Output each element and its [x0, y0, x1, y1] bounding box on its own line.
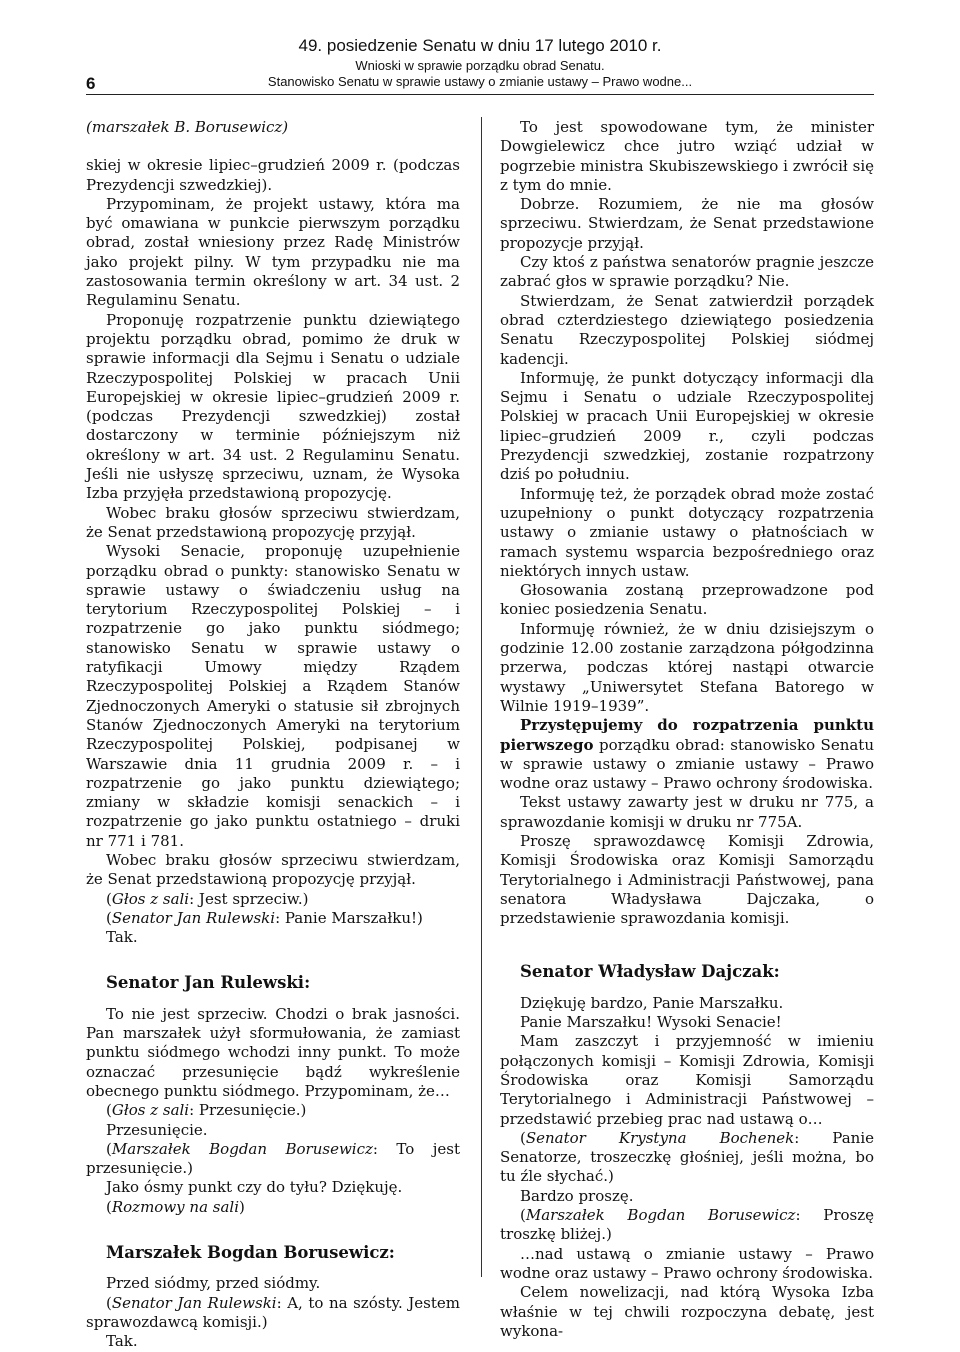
- paren-open: (: [106, 1293, 112, 1312]
- paren-open: (: [106, 1101, 112, 1120]
- paragraph: Wobec braku głosów sprzeciwu stwierdzam, że Senat przedstawioną propozycję przyjął.: [86, 503, 460, 541]
- speaker-heading: Marszałek Bogdan Borusewicz:: [106, 1243, 395, 1263]
- paragraph: Informuję też, że porządek obrad może zostać uzupełniony o punkt dotyczący rozpatrzenia ustawy o zmianie ustawy o płatnościach w ramach systemu wsparcia bezpośredniego oraz niektórych innych ustaw.: [500, 484, 874, 580]
- agenda-lead: Przystępujemy do rozpatrzenia punktu pierwszego: [500, 716, 874, 754]
- interjection-speaker: Marszałek Bogdan Borusewicz: [525, 1206, 796, 1225]
- interjection-speaker: Rozmowy na sali: [111, 1197, 240, 1216]
- interjection-speaker: Senator Jan Rulewski: [111, 908, 276, 927]
- paren-open: (: [106, 889, 112, 908]
- paren-open: (: [106, 1197, 112, 1216]
- speaker-heading: Senator Jan Rulewski:: [106, 973, 311, 993]
- interjection: [86, 1198, 460, 1217]
- paragraph: Przed siódmy, przed siódmy.: [106, 1274, 321, 1293]
- header-subtitle-motions: Wnioski w sprawie porządku obrad Senatu.: [355, 58, 605, 73]
- interjection-speaker: Senator Jan Rulewski: [111, 1293, 277, 1312]
- interjection-text: : Panie Senatorze, troszeczkę głośniej, jeśli można, bo tu źle słychać.): [500, 1128, 874, 1186]
- header-subtitle-position: Stanowisko Senatu w sprawie ustawy o zmianie ustawy – Prawo wodne...: [267, 74, 693, 89]
- paragraph: To nie jest sprzeciw. Chodzi o brak jasności. Pan marszałek użył sformułowania, że zamiast punktu siódmego wchodzi inny punkt. To może oznaczać przesunięcie bądź wykreślenie obecnego punktu siódmego. Przypominam, że…: [86, 1004, 460, 1100]
- paragraph: Proponuję rozpatrzenie punktu dziewiątego projektu porządku obrad, pomimo że druk w sprawie informacji dla Sejmu i Senatu o udziale Rzeczypospolitej Polskiej w pracach Unii Europejskiej w okresie lipiec–grudzień 2009 r. (podczas Prezydencji szwedzkiej) został dostarczony w terminie późniejszym niż określony w art. 34 ust. 2 Regulaminu Senatu. Jeśli nie usłyszę sprzeciwu, uznam, że Wysoka Izba przyjęła przedstawioną propozycję.: [86, 310, 460, 503]
- page-header: [0, 36, 960, 96]
- interjection: [500, 1206, 874, 1245]
- interjection-text: ): [239, 1197, 245, 1216]
- paragraph: Informuję, że punkt dotyczący informacji dla Sejmu i Senatu o udziale Rzeczypospolitej Polskiej w pracach Unii Europejskiej w okresie lipiec–grudzień 2009 r., czyli podczas Prezydencji szwedzkiej, zostanie rozpatrzony dziś po południu.: [500, 368, 874, 484]
- paragraph: Informuję również, że w dniu dzisiejszym o godzinie 12.00 zostanie zarządzona półgodzinna przerwa, podczas której nastąpi otwarcie wystawy „Uniwersytet Stefana Batorego w Wilnie 1919–1939”.: [500, 619, 874, 715]
- interjection-text: : A, to na szósty. Jestem sprawozdawcą komisji.): [86, 1293, 460, 1331]
- paragraph: Tekst ustawy zawarty jest w druku nr 775, a sprawozdanie komisji w druku nr 775A.: [500, 793, 874, 831]
- agenda-text: porządku obrad: stanowisko Senatu w sprawie ustawy o zmianie ustawy – Prawo wodne oraz ustawy – Prawo ochrony środowiska.: [500, 735, 874, 793]
- interjection: [86, 1101, 460, 1120]
- paragraph: Dobrze. Rozumiem, że nie ma głosów sprzeciwu. Stwierdzam, że Senat przedstawione propozycje przyjął.: [500, 195, 874, 252]
- right-column: [500, 118, 874, 1341]
- paren-open: (: [106, 1139, 112, 1158]
- paren-open: (: [520, 1206, 526, 1225]
- paragraph: Głosowania zostaną przeprowadzone pod koniec posiedzenia Senatu.: [500, 581, 874, 619]
- paragraph: Jako ósmy punkt czy do tyłu? Dziękuję.: [106, 1178, 403, 1197]
- interjection-speaker: Głos z sali: [111, 889, 190, 908]
- paragraph: To jest spowodowane tym, że minister Dowgielewicz chce jutro wziąć udział w pogrzebie ministra Skubiszewskiego i zwrócił się z tym do mnie.: [500, 118, 874, 194]
- interjection: [500, 1129, 874, 1187]
- page-number: 6: [86, 74, 96, 93]
- paragraph: Przesunięcie.: [106, 1120, 208, 1139]
- paragraph: Wobec braku głosów sprzeciwu stwierdzam, że Senat przedstawioną propozycję przyjął.: [86, 850, 460, 889]
- interjection-text: : Proszę troszkę bliżej.): [500, 1206, 874, 1244]
- header-rule: [86, 94, 874, 95]
- left-column: [86, 118, 460, 1352]
- paragraph: Tak.: [106, 1332, 138, 1351]
- interjection: [86, 1140, 460, 1179]
- paragraph: Tak.: [106, 928, 138, 947]
- speaker-heading: Senator Władysław Dajczak:: [520, 962, 780, 982]
- interjection-speaker: Marszałek Bogdan Borusewicz: [111, 1139, 373, 1158]
- paren-open: (: [520, 1128, 526, 1147]
- paragraph: Wysoki Senacie, proponuję uzupełnienie porządku obrad o punkty: stanowisko Senatu w sprawie ustawy o świadczeniu usług na terytorium Rzeczypospolitej Polskiej – i rozpatrzenie go jako punktu siódmego; stanowisko Senatu w sprawie ustawy o ratyfikacji Umowy między Rządem Rzeczypospolitej Polskiej a Rządem Stanów Zjednoczonych Ameryki o statusie sił zbrojnych Stanów Zjednoczonych Ameryki na terytorium Rzeczypospolitej Polskiej, podpisanej w Warszawie dnia 11 grudnia 2009 r. – i rozpatrzenie go jako punktu dziewiątego; zmiany w składzie komisji senackich – i rozpatrzenie go jako punktu ostatniego – druki nr 771 i 781.: [86, 542, 460, 850]
- interjection-speaker: Głos z sali: [111, 1101, 190, 1120]
- paragraph: Stwierdzam, że Senat zatwierdził porządek obrad czterdziestego dziewiątego posiedzenia Senatu Rzeczypospolitej Polskiej siódmej kadencji.: [500, 291, 874, 368]
- paragraph: Bardzo proszę.: [520, 1186, 634, 1205]
- paragraph: skiej w okresie lipiec–grudzień 2009 r. (podczas Prezydencji szwedzkiej).: [86, 156, 460, 194]
- agenda-paragraph: [500, 716, 874, 793]
- paragraph: Proszę sprawozdawcę Komisji Zdrowia, Komisji Środowiska oraz Komisji Samorządu Terytorialnego i Administracji Państwowej, pana senatora Władysława Dajczaka, o przedstawienie sprawozdania komisji.: [500, 831, 874, 928]
- paragraph: Panie Marszałku! Wysoki Senacie!: [520, 1013, 782, 1032]
- paragraph: Przypominam, że projekt ustawy, która ma być omawiana w punkcie pierwszym porządku obrad, został wniesiony przez Radę Ministrów jako projekt pilny. W tym przypadku nie ma zastosowania termin określony w art. 34 ust. 2 Regulaminu Senatu.: [86, 194, 460, 310]
- paragraph: Mam zaszczyt i przyjemność w imieniu połączonych komisji – Komisji Zdrowia, Komisji Środowiska oraz Komisji Samorządu Terytorialnego i Administracji Państwowej – przedstawić przebieg prac nad ustawą o…: [500, 1032, 874, 1128]
- interjection-text: : Panie Marszałku!): [275, 908, 423, 927]
- paren-open: (: [106, 908, 112, 927]
- column-divider: [481, 117, 482, 1277]
- paragraph: Czy ktoś z państwa senatorów pragnie jeszcze zabrać głos w sprawie porządku? Nie.: [500, 253, 874, 291]
- interjection: [86, 890, 460, 909]
- paragraph: Dziękuję bardzo, Panie Marszałku.: [520, 993, 784, 1012]
- interjection: [86, 909, 460, 928]
- speaker-marker: (marszałek B. Borusewicz): [86, 118, 289, 136]
- interjection: [86, 1294, 460, 1333]
- paragraph: …nad ustawą o zmianie ustawy – Prawo wodne oraz ustawy – Prawo ochrony środowiska.: [500, 1244, 874, 1282]
- interjection-text: : Przesunięcie.): [189, 1101, 307, 1120]
- header-session-title: 49. posiedzenie Senatu w dniu 17 lutego 2010 r.: [298, 36, 662, 55]
- interjection-text: : Jest sprzeciw.): [189, 889, 309, 908]
- interjection-text: : To jest przesunięcie.): [86, 1139, 460, 1178]
- paragraph: Celem nowelizacji, nad którą Wysoka Izba właśnie w tej chwili rozpoczyna debatę, jest wykona-: [500, 1283, 874, 1340]
- interjection-speaker: Senator Krystyna Bochenek: [525, 1128, 795, 1147]
